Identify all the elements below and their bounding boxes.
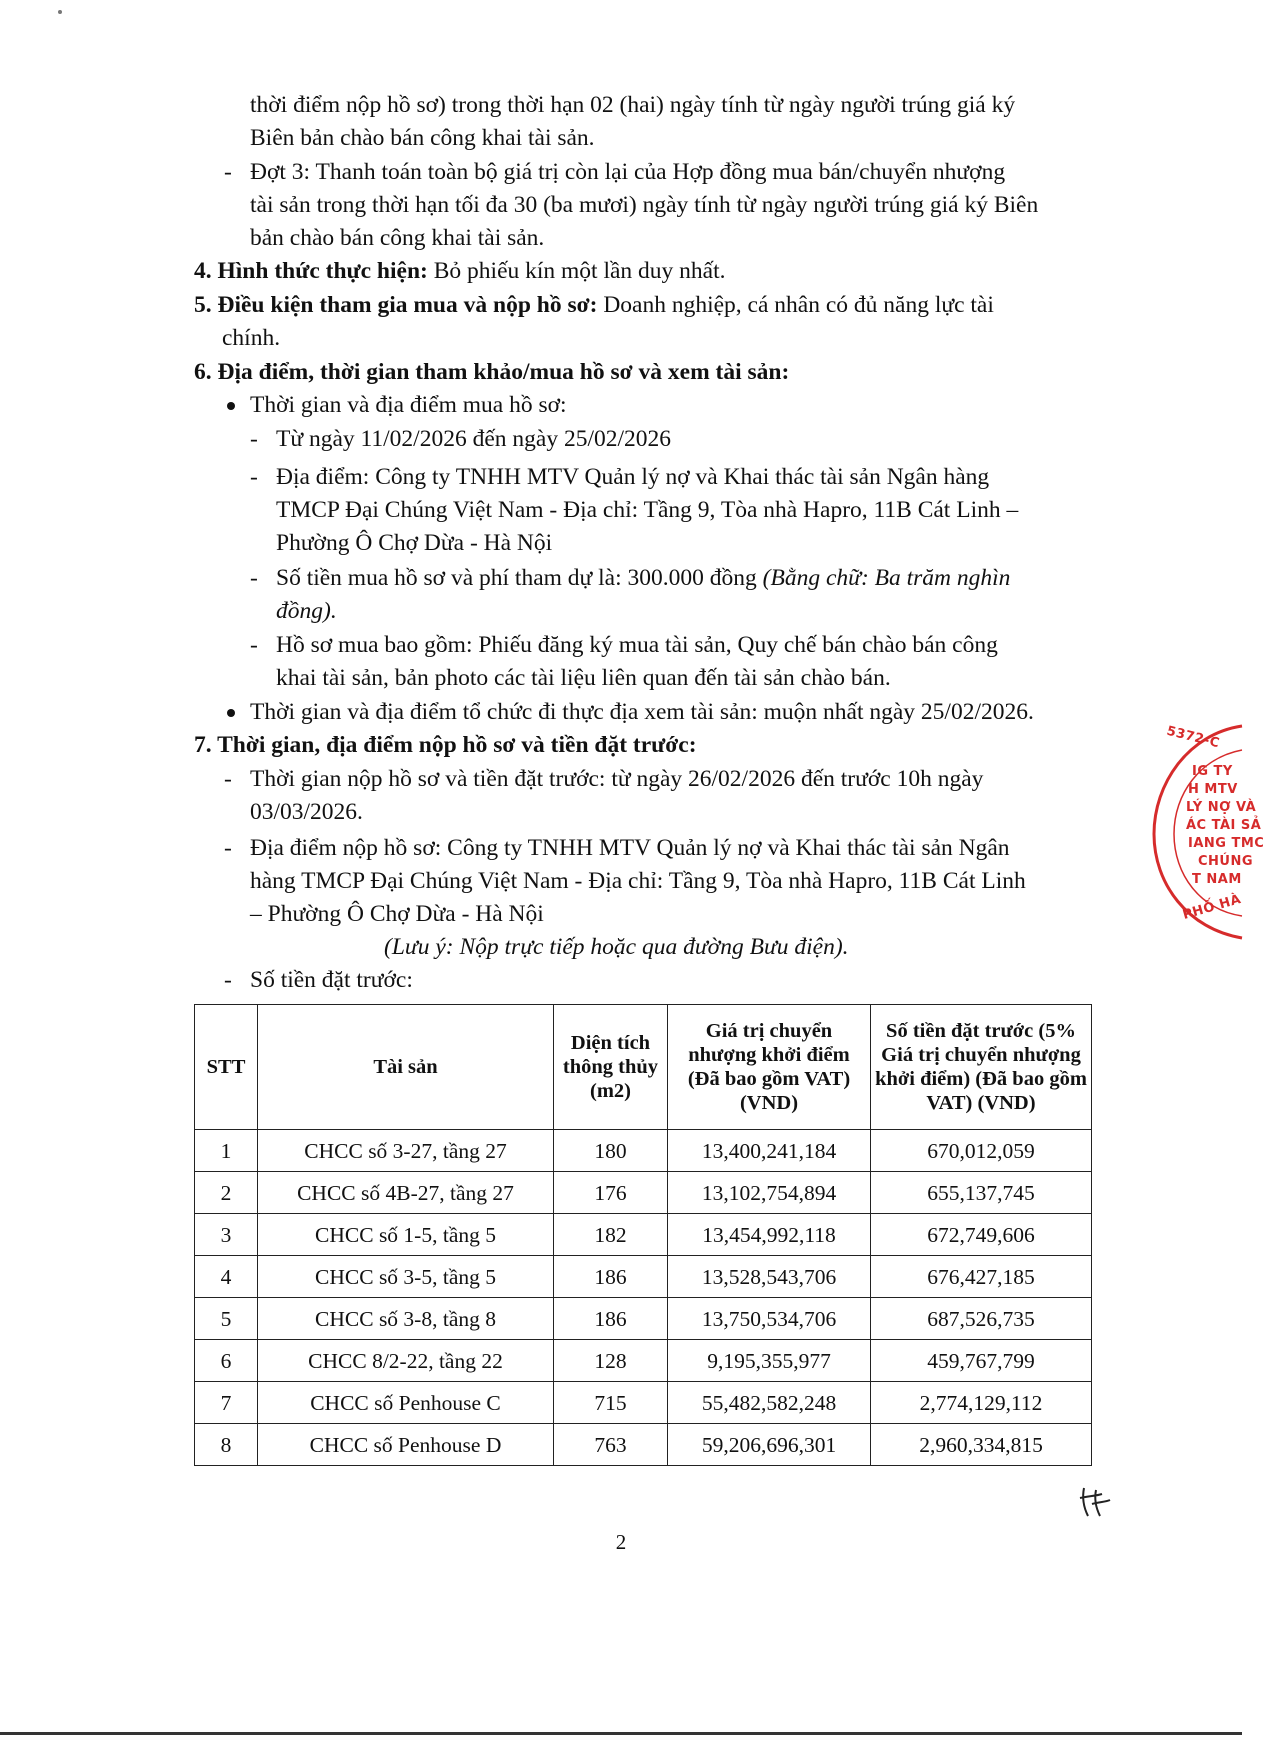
bullet-icon — [227, 709, 235, 717]
cell-deposit: 2,960,334,815 — [871, 1424, 1092, 1466]
text-line: Đợt 3: Thanh toán toàn bộ giá trị còn lại của Hợp đồng mua bán/chuyển nhượng — [250, 159, 1006, 185]
cell-asset: CHCC số Penhouse C — [258, 1382, 554, 1424]
cell-value: 9,195,355,977 — [668, 1340, 871, 1382]
fee-words: (Bằng chữ: Ba trăm nghìn — [762, 565, 1011, 591]
cell-deposit: 676,427,185 — [871, 1256, 1092, 1298]
cell-asset: CHCC số 3-8, tầng 8 — [258, 1298, 554, 1340]
section-7-heading: 7. Thời gian, địa điểm nộp hồ sơ và tiền đặt trước: — [194, 732, 697, 758]
header-stt: STT — [195, 1005, 258, 1130]
cell-area: 715 — [554, 1382, 668, 1424]
cell-deposit: 2,774,129,112 — [871, 1382, 1092, 1424]
section-5-label: 5. Điều kiện tham gia mua và nộp hồ sơ: — [194, 292, 598, 318]
cell-area: 186 — [554, 1256, 668, 1298]
cell-stt: 1 — [195, 1130, 258, 1172]
stamp-text: PHỐ HÀ — [1181, 892, 1243, 923]
cell-deposit: 655,137,745 — [871, 1172, 1092, 1214]
table-row — [195, 1130, 1092, 1172]
section-5 — [194, 290, 994, 320]
cell-value: 13,102,754,894 — [668, 1172, 871, 1214]
scan-edge-line — [0, 1732, 1242, 1735]
cell-asset: CHCC số 3-5, tầng 5 — [258, 1256, 554, 1298]
cell-area: 180 — [554, 1130, 668, 1172]
section-4-text: Bỏ phiếu kín một lần duy nhất. — [433, 258, 726, 284]
header-asset: Tài sản — [258, 1005, 554, 1130]
text-line: Biên bản chào bán công khai tài sản. — [250, 125, 595, 151]
table-row — [195, 1340, 1092, 1382]
text-line: tài sản trong thời hạn tối đa 30 (ba mươi) ngày tính từ ngày người trúng giá ký Biên — [250, 192, 1039, 218]
dash-marker: - — [224, 835, 232, 861]
text-line: bản chào bán công khai tài sản. — [250, 225, 545, 251]
text-line: chính. — [222, 325, 281, 351]
stamp-text: IG TY — [1192, 764, 1233, 779]
cell-stt: 7 — [195, 1382, 258, 1424]
text-line: Từ ngày 11/02/2026 đến ngày 25/02/2026 — [276, 426, 672, 452]
header-area: Diện tích thông thủy (m2) — [554, 1005, 668, 1130]
text-line: TMCP Đại Chúng Việt Nam - Địa chỉ: Tầng 9, Tòa nhà Hapro, 11B Cát Linh – — [276, 497, 1019, 523]
cell-area: 182 — [554, 1214, 668, 1256]
cell-asset: CHCC số 1-5, tầng 5 — [258, 1214, 554, 1256]
cell-deposit: 459,767,799 — [871, 1340, 1092, 1382]
table-row — [195, 1424, 1092, 1466]
cell-value: 59,206,696,301 — [668, 1424, 871, 1466]
dash-marker: - — [250, 464, 258, 490]
note-text: (Lưu ý: Nộp trực tiếp hoặc qua đường Bưu điện). — [384, 934, 849, 960]
fee-text: Số tiền mua hồ sơ và phí tham dự là: 300.000 đồng — [276, 565, 757, 591]
cell-deposit: 670,012,059 — [871, 1130, 1092, 1172]
table-header-row — [195, 1005, 1092, 1130]
dash-marker: - — [250, 565, 258, 591]
header-deposit: Số tiền đặt trước (5% Giá trị chuyển nhượng khởi điểm) (Đã bao gồm VAT) (VND) — [871, 1005, 1092, 1130]
text-line: thời điểm nộp hồ sơ) trong thời hạn 02 (hai) ngày tính từ ngày người trúng giá ký — [250, 92, 1016, 118]
stamp-text: T NAM — [1192, 872, 1242, 887]
page-number: 2 — [615, 1530, 627, 1554]
dash-marker: - — [224, 159, 232, 185]
table-row — [195, 1298, 1092, 1340]
text-line: Thời gian và địa điểm tổ chức đi thực địa xem tài sản: muộn nhất ngày 25/02/2026. — [250, 699, 1034, 725]
stamp-text: H MTV — [1188, 782, 1238, 797]
cell-stt: 2 — [195, 1172, 258, 1214]
dash-marker: - — [224, 967, 232, 993]
company-stamp — [1148, 723, 1264, 942]
text-line: Phường Ô Chợ Dừa - Hà Nội — [276, 530, 553, 556]
table-row — [195, 1214, 1092, 1256]
text-line: Số tiền đặt trước: — [250, 967, 413, 993]
cell-stt: 4 — [195, 1256, 258, 1298]
section-4-label: 4. Hình thức thực hiện: — [194, 258, 428, 284]
dash-marker: - — [250, 632, 258, 658]
cell-asset: CHCC số 4B-27, tầng 27 — [258, 1172, 554, 1214]
section-5-text: Doanh nghiệp, cá nhân có đủ năng lực tài — [603, 292, 994, 318]
stamp-text: IANG TMC — [1188, 836, 1264, 851]
section-6-heading: 6. Địa điểm, thời gian tham khảo/mua hồ sơ và xem tài sản: — [194, 359, 790, 385]
cell-stt: 6 — [195, 1340, 258, 1382]
text-line: khai tài sản, bản photo các tài liệu liên quan đến tài sản chào bán. — [276, 665, 891, 691]
cell-value: 13,454,992,118 — [668, 1214, 871, 1256]
table-row — [195, 1256, 1092, 1298]
table-row — [195, 1382, 1092, 1424]
cell-stt: 3 — [195, 1214, 258, 1256]
stamp-text: CHÚNG — [1198, 854, 1254, 869]
text-line: Địa điểm nộp hồ sơ: Công ty TNHH MTV Quản lý nợ và Khai thác tài sản Ngân — [250, 835, 1010, 861]
text-line: Hồ sơ mua bao gồm: Phiếu đăng ký mua tài sản, Quy chế bán chào bán công — [276, 632, 998, 658]
text-line: 03/03/2026. — [250, 799, 363, 825]
cell-area: 186 — [554, 1298, 668, 1340]
section-4 — [194, 256, 726, 286]
bullet-icon — [227, 402, 235, 410]
cell-asset: CHCC số 3-27, tầng 27 — [258, 1130, 554, 1172]
text-line: – Phường Ô Chợ Dừa - Hà Nội — [250, 901, 544, 927]
signature-initials-icon — [1078, 1484, 1112, 1518]
text-line: hàng TMCP Đại Chúng Việt Nam - Địa chỉ: Tầng 9, Tòa nhà Hapro, 11B Cát Linh — [250, 868, 1026, 894]
cell-deposit: 672,749,606 — [871, 1214, 1092, 1256]
dash-marker: - — [224, 766, 232, 792]
header-value: Giá trị chuyển nhượng khởi điểm (Đã bao gồm VAT) (VND) — [668, 1005, 871, 1130]
text-line — [276, 563, 1010, 593]
text-line: Thời gian và địa điểm mua hồ sơ: — [250, 392, 567, 418]
cell-asset: CHCC 8/2-22, tầng 22 — [258, 1340, 554, 1382]
stamp-text: 5372-C — [1164, 723, 1222, 752]
text-line: Thời gian nộp hồ sơ và tiền đặt trước: từ ngày 26/02/2026 đến trước 10h ngày — [250, 766, 984, 792]
scan-speck — [58, 10, 62, 14]
cell-value: 13,400,241,184 — [668, 1130, 871, 1172]
table-row — [195, 1172, 1092, 1214]
cell-area: 763 — [554, 1424, 668, 1466]
deposit-table — [194, 1004, 1092, 1466]
cell-area: 128 — [554, 1340, 668, 1382]
cell-value: 13,528,543,706 — [668, 1256, 871, 1298]
stamp-text: ÁC TÀI SẢ — [1186, 818, 1262, 833]
cell-stt: 8 — [195, 1424, 258, 1466]
stamp-text: LÝ NỢ VÀ — [1186, 800, 1257, 815]
cell-value: 13,750,534,706 — [668, 1298, 871, 1340]
cell-stt: 5 — [195, 1298, 258, 1340]
cell-asset: CHCC số Penhouse D — [258, 1424, 554, 1466]
cell-deposit: 687,526,735 — [871, 1298, 1092, 1340]
cell-area: 176 — [554, 1172, 668, 1214]
dash-marker: - — [250, 426, 258, 452]
cell-value: 55,482,582,248 — [668, 1382, 871, 1424]
text-line: Địa điểm: Công ty TNHH MTV Quản lý nợ và Khai thác tài sản Ngân hàng — [276, 464, 990, 490]
text-line: đồng). — [276, 598, 337, 624]
